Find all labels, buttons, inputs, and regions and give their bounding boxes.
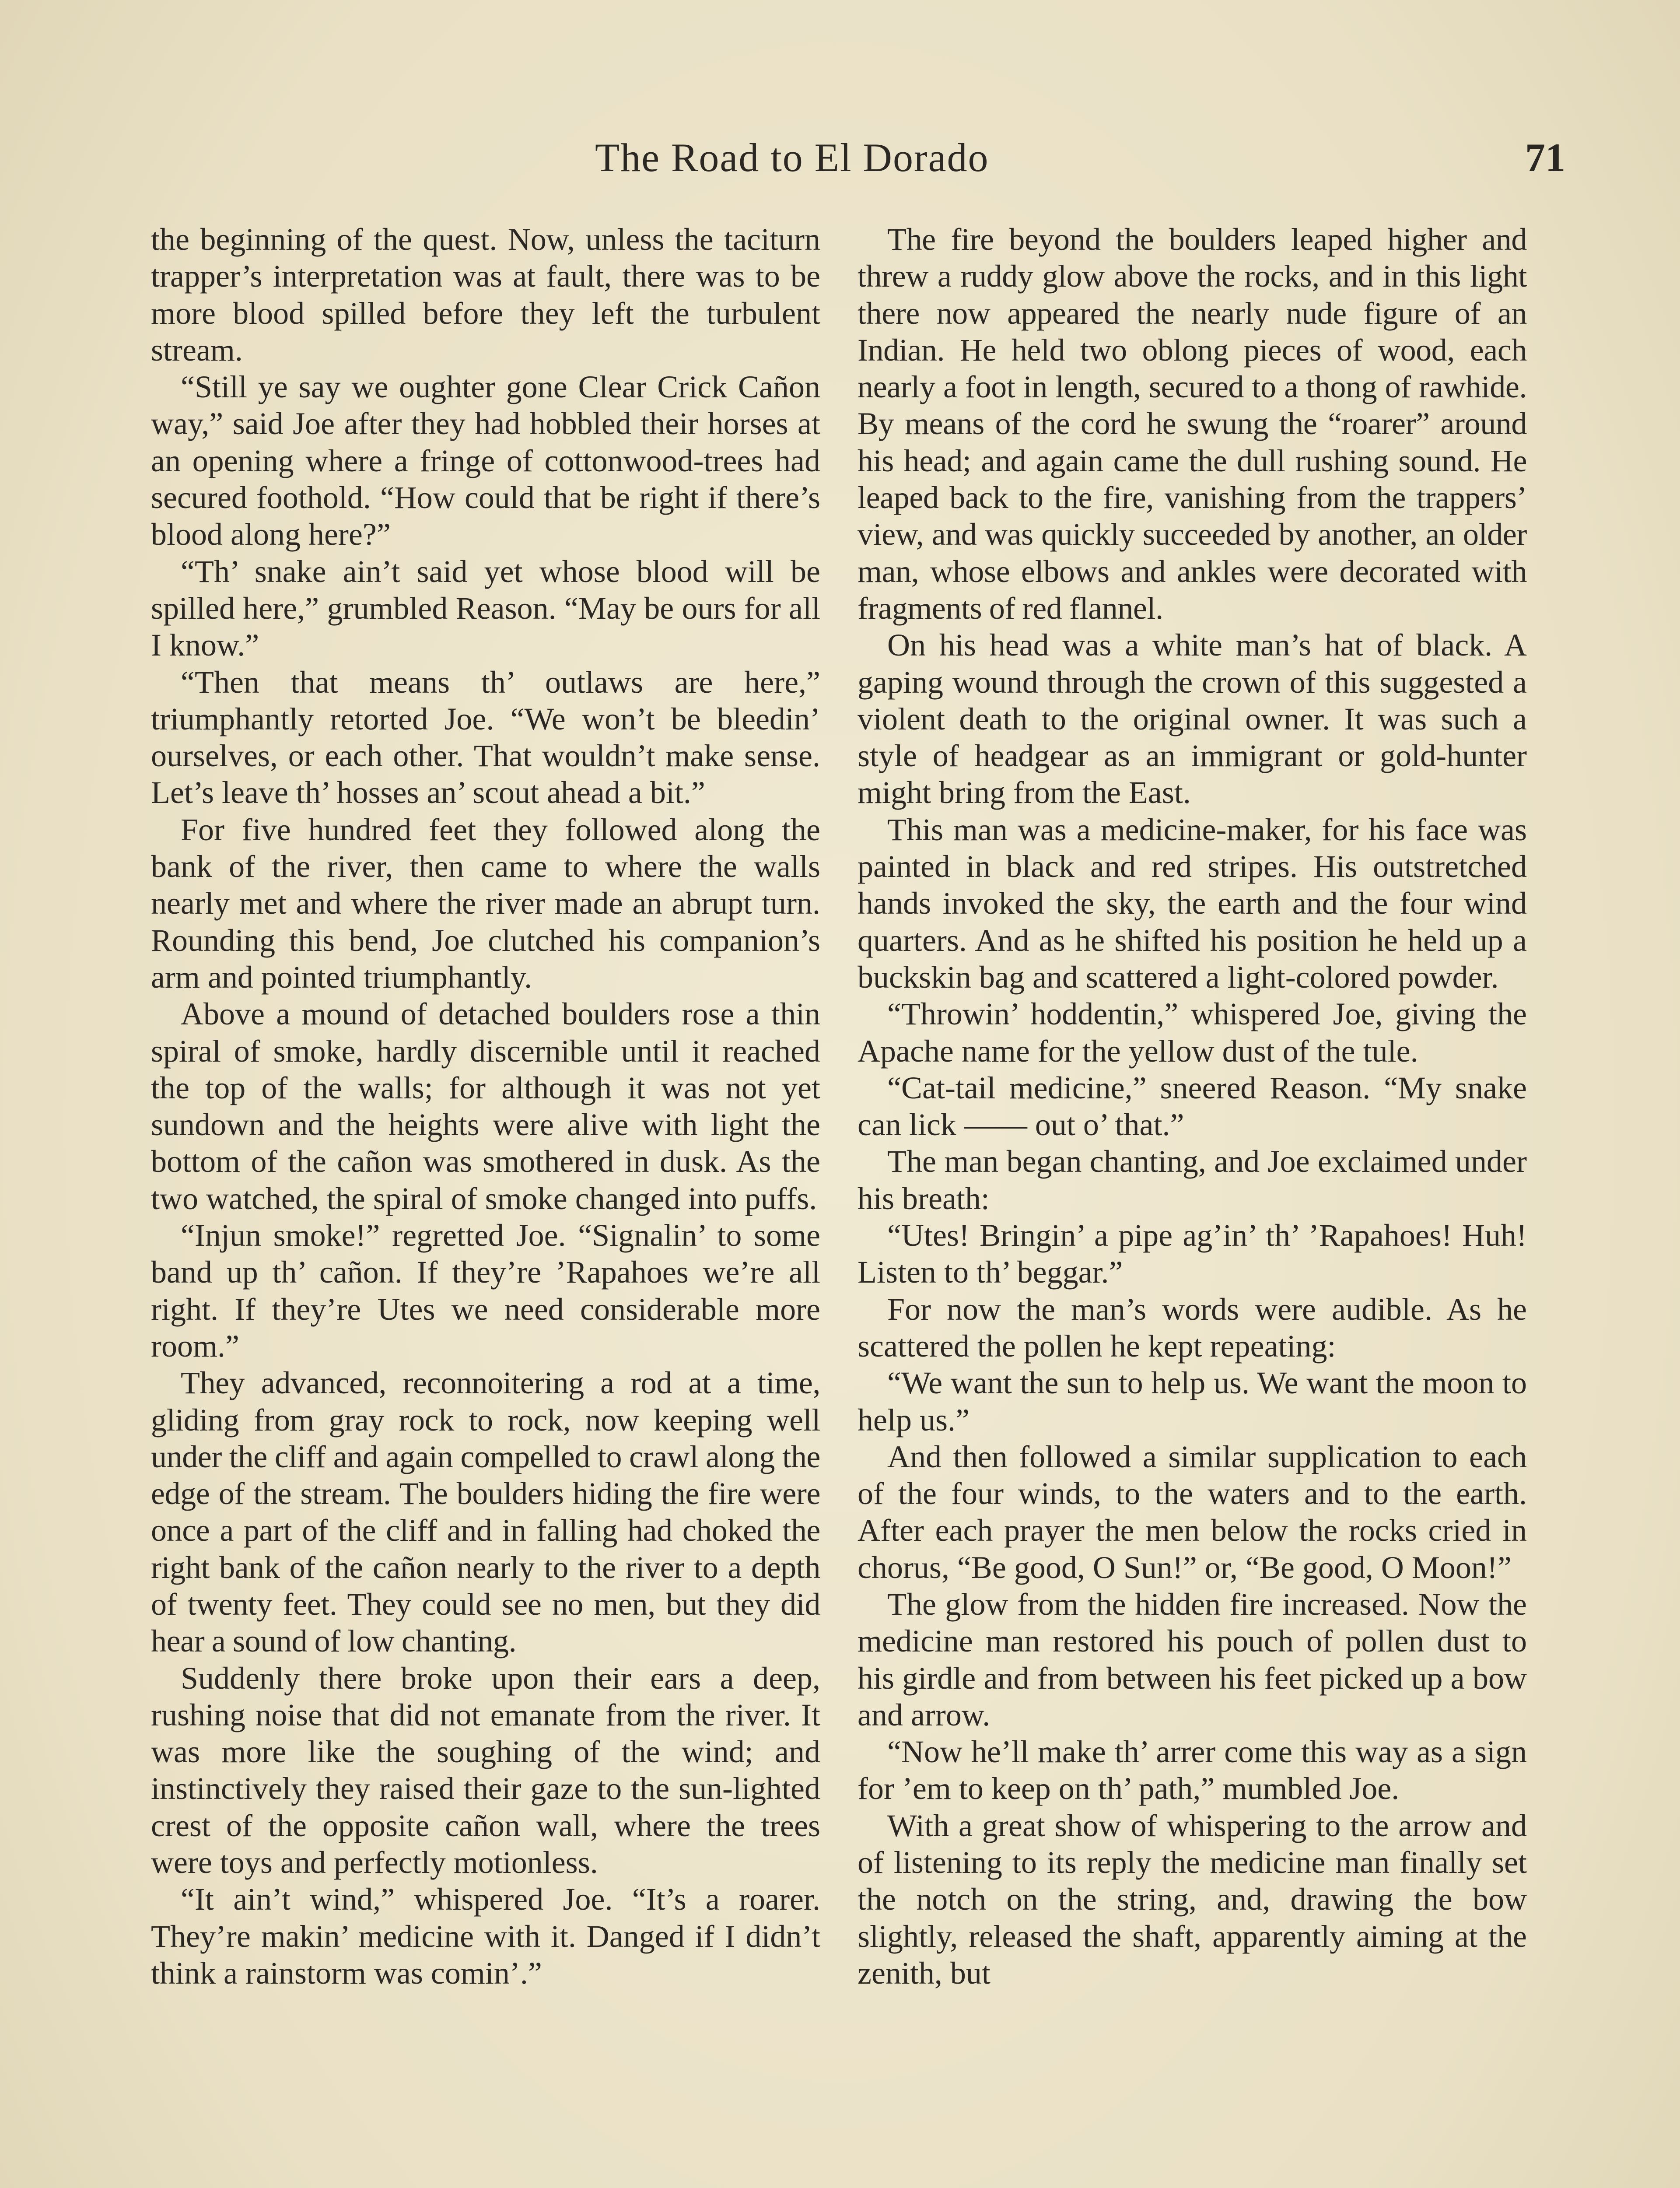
paragraph: “Now he’ll make th’ arrer come this way as a sign for ’em to keep on th’ path,” mumbled Joe. <box>858 1734 1527 1806</box>
right-column <box>858 221 1527 2188</box>
paragraph: “Then that means th’ outlaws are here,” triumphantly retorted Joe. “We won’t be bleedin’ ourselves, or each other. That wouldn’t make sense. Let’s leave th’ hosses an’ scout ahead a bit.” <box>151 664 820 810</box>
paragraph: For five hundred feet they followed along the bank of the river, then came to where the walls nearly met and where the river made an abrupt turn. Rounding this bend, Joe clutched his companion’s arm and pointed triumphantly. <box>151 812 820 995</box>
running-head <box>0 131 1680 193</box>
left-column <box>151 221 820 2188</box>
paragraph: “Cat-tail medicine,” sneered Reason. “My snake can lick —— out o’ that.” <box>858 1070 1527 1143</box>
paragraph: “Utes! Bringin’ a pipe ag’in’ th’ ’Rapahoes! Huh! Listen to th’ beggar.” <box>858 1218 1527 1290</box>
paragraph: “We want the sun to help us. We want the moon to help us.” <box>858 1365 1527 1438</box>
paragraph: “Throwin’ hoddentin,” whispered Joe, giving the Apache name for the yellow dust of the tule. <box>858 996 1527 1069</box>
paragraph: “Injun smoke!” regretted Joe. “Signalin’ to some band up th’ cañon. If they’re ’Rapahoes we’re all right. If they’re Utes we need considerable more room.” <box>151 1218 820 1364</box>
page-number: 71 <box>1525 135 1565 180</box>
paragraph: The glow from the hidden fire increased. Now the medicine man restored his pouch of pollen dust to his girdle and from between his feet picked up a bow and arrow. <box>858 1586 1527 1732</box>
paragraph: “Still ye say we oughter gone Clear Crick Cañon way,” said Joe after they had hobbled their horses at an opening where a fringe of cottonwood-trees had secured foothold. “How could that be right if there’s blood along here?” <box>151 369 820 552</box>
paragraph: They advanced, reconnoitering a rod at a time, gliding from gray rock to rock, now keeping well under the cliff and again compelled to crawl along the edge of the stream. The boulders hiding the fire were once a part of the cliff and in falling had choked the right bank of the cañon nearly to the river to a depth of twenty feet. They could see no men, but they did hear a sound of low chanting. <box>151 1365 820 1659</box>
paragraph: With a great show of whispering to the arrow and of listening to its reply the medicine man finally set the notch on the string, and, drawing the bow slightly, released the shaft, apparently aiming at the zenith, but <box>858 1808 1527 1991</box>
running-title: The Road to El Dorado <box>595 135 989 180</box>
paragraph: “Th’ snake ain’t said yet whose blood will be spilled here,” grumbled Reason. “May be ours for all I know.” <box>151 554 820 663</box>
paragraph: Above a mound of detached boulders rose a thin spiral of smoke, hardly discernible until it reached the top of the walls; for although it was not yet sundown and the heights were alive with light the bottom of the cañon was smothered in dusk. As the two watched, the spiral of smoke changed into puffs. <box>151 996 820 1216</box>
paragraph: Suddenly there broke upon their ears a deep, rushing noise that did not emanate from the river. It was more like the soughing of the wind; and instinctively they raised their gaze to the sun-lighted crest of the opposite cañon wall, where the trees were toys and perfectly motionless. <box>151 1660 820 1880</box>
paragraph: “It ain’t wind,” whispered Joe. “It’s a roarer. They’re makin’ medicine with it. Danged if I didn’t think a rainstorm was comin’.” <box>151 1882 820 1991</box>
paragraph: This man was a medicine-maker, for his face was painted in black and red stripes. His outstretched hands invoked the sky, the earth and the four wind quarters. And as he shifted his position he held up a buckskin bag and scattered a light-colored powder. <box>858 812 1527 995</box>
paragraph: On his head was a white man’s hat of black. A gaping wound through the crown of this suggested a violent death to the original owner. It was such a style of headgear as an immigrant or gold-hunter might bring from the East. <box>858 628 1527 810</box>
paragraph: The fire beyond the boulders leaped higher and threw a ruddy glow above the rocks, and in this light there now appeared the nearly nude figure of an Indian. He held two oblong pieces of wood, each nearly a foot in length, secured to a thong of rawhide. By means of the cord he swung the “roarer” around his head; and again came the dull rushing sound. He leaped back to the fire, vanishing from the trappers’ view, and was quickly succeeded by another, an older man, whose elbows and ankles were decorated with fragments of red flannel. <box>858 222 1527 626</box>
paragraph: For now the man’s words were audible. As he scattered the pollen he kept repeating: <box>858 1291 1527 1364</box>
paragraph: the beginning of the quest. Now, unless the taciturn trapper’s interpretation was at fault, there was to be more blood spilled before they left the turbulent stream. <box>151 222 820 368</box>
paragraph: The man began chanting, and Joe exclaimed under his breath: <box>858 1144 1527 1216</box>
paragraph: And then followed a similar supplication to each of the four winds, to the waters and to the earth. After each prayer the men below the rocks cried in chorus, “Be good, O Sun!” or, “Be good, O Moon!” <box>858 1439 1527 1585</box>
